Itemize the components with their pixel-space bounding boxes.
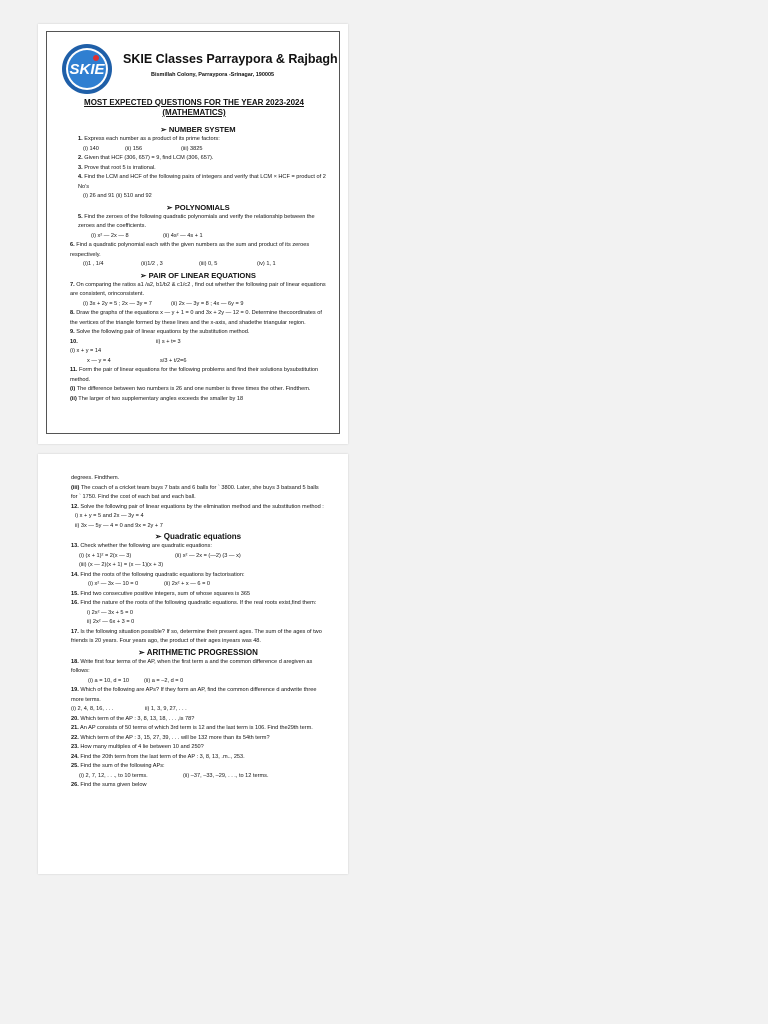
question-1-options: (i) 140 (ii) 156 (iii) 3825 — [83, 145, 203, 152]
question-12-option-1: i) x + y = 5 and 2x — 3y = 4 — [75, 513, 144, 519]
question-20: 20. Which term of the AP : 3, 8, 13, 18, . . . ,is 78? — [71, 715, 195, 722]
question-13: 13. Check whether the following are quadratic equations: — [71, 543, 212, 549]
skie-logo — [61, 43, 113, 95]
question-12-option-2: ii) 3x — 5y — 4 = 0 and 9x = 2y + 7 — [75, 522, 163, 529]
section-heading-linear-equations: ➢ PAIR OF LINEAR EQUATIONS — [140, 270, 256, 280]
question-19: 19. Which of the following are APs? If they form an AP, find the common difference d andwrite three more terms. — [71, 687, 317, 703]
question-11: 11. Form the pair of linear equations for the following problems and find their solutions bysubstitution method. — [70, 367, 319, 383]
section-heading-quadratic: ➢ Quadratic equations — [154, 532, 242, 541]
question-11-ii: (ii) The larger of two supplementary angles exceeds the smaller by 18 — [70, 395, 244, 402]
question-6-options: (i)1 , 1/4 (ii)1/2 , 3 (iii) 0, 5 (iv) 1, 1 — [83, 261, 276, 267]
question-18-options: (i) a = 10, d = 10 (ii) a = –2, d = 0 — [88, 677, 184, 684]
question-5-options: (i) x² — 2x — 8 (ii) 4s² — 4s + 1 — [91, 232, 203, 239]
question-26: 26. Find the sums given below — [71, 782, 147, 788]
question-16: 16. Find the nature of the roots of the following quadratic equations. If the real roots exist,find them: — [71, 600, 317, 606]
question-24: 24. Find the 20th term from the last term of the AP : 3, 8, 13, .m.., 253. — [71, 753, 245, 760]
question-4: 4. Find the LCM and HCF of the following pairs of integers and verify that LCM × HCF = product of 2 No’s — [78, 174, 326, 190]
question-22: 22. Which term of the AP : 3, 15, 27, 39, . . . will be 132 more than its 54th term? — [71, 734, 270, 741]
document-page-2 — [38, 454, 348, 874]
question-25-options: (i) 2, 7, 12, . . ., to 10 terms. (ii) –37, –33, –29, . . ., to 12 terms. — [79, 772, 269, 779]
question-10-line2: x — y = 4 s/3 + t/2=6 — [87, 357, 187, 364]
question-21: 21. An AP consists of 50 terms of which 3rd term is 12 and the last term is 106. Find the29th term. — [71, 725, 313, 731]
question-6: 6. Find a quadratic polynomial each with the given numbers as the sum and product of its zeroes respectively. — [70, 242, 310, 258]
question-14: 14. Find the roots of the following quadratic equations by factorisation: — [71, 571, 245, 578]
question-3: 3. Prove that root 5 is irrational. — [78, 164, 156, 171]
question-8: 8. Draw the graphs of the equations x — y + 1 = 0 and 3x + 2y — 12 = 0. Determine thecoordinates of the vertices of the triangle formed by these lines and the x-axis, and shadethe triangular region. — [70, 310, 322, 326]
question-16-option-1: i) 2x² — 3x + 5 = 0 — [87, 609, 134, 616]
section-heading-number-system: ➢ NUMBER SYSTEM — [160, 125, 236, 134]
page-border — [46, 31, 340, 434]
question-11-iii: (iii) The coach of a cricket team buys 7 bats and 6 balls for ` 3800. Later, she buys 3 batsand 5 balls for ` 1750. Find the cost of each bat and each ball. — [71, 484, 319, 500]
question-11-i: (i) The difference between two numbers is 26 and one number is three times the other. Findthem. — [70, 386, 311, 392]
question-10: 10. (i) x + y = 14 ii) s + t= 3 — [70, 338, 181, 354]
question-1: 1. Express each number as a product of its prime factors: — [78, 136, 220, 142]
question-7: 7. On comparing the ratios a1 /a2, b1/b2 & c1/c2 , find out whether the following pair of linear equations are consistent, orinconsistent. — [70, 281, 326, 297]
section-heading-polynomials: ➢ POLYNOMIALS — [166, 202, 230, 212]
question-12: 12. Solve the following pair of linear equations by the elimination method and the substitution method : — [71, 503, 324, 510]
question-17: 17. Is the following situation possible? If so, determine their present ages. The sum of the ages of two friends is 20 years. Four years ago, the product of their ages inyears was 48. — [71, 628, 322, 644]
question-13-option-3: (iii) (x — 2)(x + 1) = (x — 1)(x + 3) — [79, 562, 164, 568]
exam-title-line1: MOST EXPECTED QUESTIONS FOR THE YEAR 2023-2024 — [84, 98, 304, 107]
question-23: 23. How many multiples of 4 lie between 10 and 250? — [71, 744, 204, 750]
school-name: SKIE Classes Parraypora & Rajbagh — [123, 52, 338, 66]
question-9: 9. Solve the following pair of linear equations by the substitution method. — [70, 329, 250, 335]
question-13-options: (i) (x + 1)² = 2(x — 3) (ii) x² — 2x = (—2) (3 — x) — [79, 552, 241, 559]
document-page-1 — [38, 24, 348, 444]
question-4-options: (i) 26 and 91 (ii) 510 and 92 — [83, 193, 152, 199]
question-5: 5. Find the zeroes of the following quadratic polynomials and verify the relationship between the zeroes and the coefficients. — [78, 213, 315, 229]
exam-title-line2: (MATHEMATICS) — [162, 108, 226, 117]
question-19-options: (i) 2, 4, 8, 16, . . . ii) 1, 3, 9, 27, . . . — [71, 706, 187, 712]
question-2: 2. Given that HCF (306, 657) = 9, find LCM (306, 657). — [78, 155, 214, 161]
question-25: 25. Find the sum of the following APs: — [71, 763, 165, 769]
question-14-options: (i) x² — 3x — 10 = 0 (ii) 2x² + x — 6 = 0 — [88, 581, 211, 587]
question-7-options: (i) 3x + 2y = 5 ; 2x — 3y = 7 (ii) 2x — 3y = 8 ; 4x — 6y = 9 — [83, 300, 244, 307]
section-heading-ap: ➢ ARITHMETIC PROGRESSION — [138, 647, 258, 657]
question-11-ii-continued: degrees. Findthem. — [71, 475, 120, 481]
questions-column-1 — [70, 124, 326, 404]
questions-column-2 — [71, 474, 325, 791]
question-18: 18. Write first four terms of the AP, when the first term a and the common difference d aregiven as follows: — [71, 658, 313, 674]
logo-text: SKIE — [69, 61, 105, 78]
question-16-option-2: ii) 2x² — 6x + 3 = 0 — [87, 619, 135, 625]
question-15: 15. Find two consecutive positive integers, sum of whose squares is 365 — [71, 590, 251, 597]
exam-title — [47, 98, 341, 118]
school-address: Bismillah Colony, Parraypora -Srinagar, 190005 — [151, 72, 275, 78]
